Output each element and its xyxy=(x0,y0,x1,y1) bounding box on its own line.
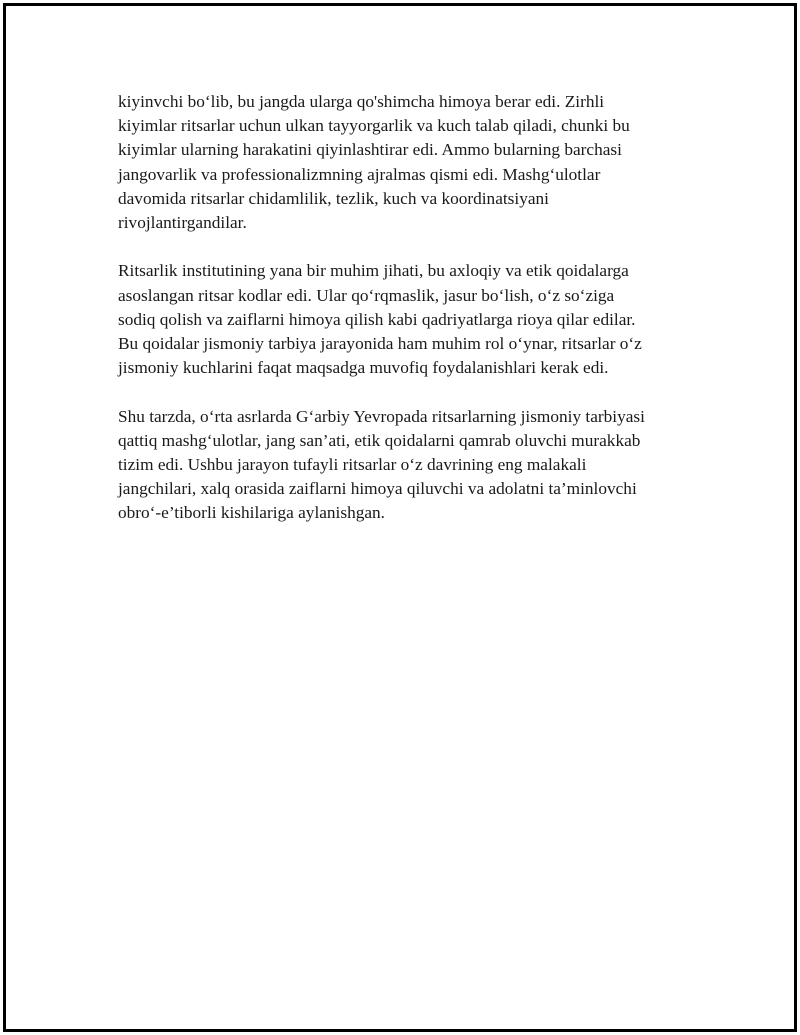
text-line: qattiq mashg‘ulotlar, jang san’ati, etik qoidalarni qamrab oluvchi murakkab xyxy=(118,430,641,450)
text-line: sodiq qolish va zaiflarni himoya qilish kabi qadriyatlarga rioya qilar edilar. xyxy=(118,309,636,329)
text-line: Ritsarlik institutining yana bir muhim jihati, bu axloqiy va etik qoidalarga xyxy=(118,261,629,281)
text-line: jangovarlik va professionalizmning ajralmas qismi edi. Mashg‘ulotlar xyxy=(118,164,601,184)
text-line: Shu tarzda, o‘rta asrlarda G‘arbiy Yevropada ritsarlarning jismoniy tarbiyasi xyxy=(118,406,645,426)
page-body xyxy=(118,90,708,550)
text-line: obro‘-e’tiborli kishilariga aylanishgan. xyxy=(118,503,385,523)
paragraph-1 xyxy=(118,90,708,235)
text-line: jangchilari, xalq orasida zaiflarni himoya qiluvchi va adolatni ta’minlovchi xyxy=(118,479,637,499)
text-line: kiyimlar ritsarlar uchun ulkan tayyorgarlik va kuch talab qiladi, chunki bu xyxy=(118,116,630,136)
text-line: tizim edi. Ushbu jarayon tufayli ritsarlar o‘z davrining eng malakali xyxy=(118,455,587,475)
text-line: Bu qoidalar jismoniy tarbiya jarayonida ham muhim rol o‘ynar, ritsarlar o‘z xyxy=(118,334,642,354)
paragraph-2 xyxy=(118,259,708,380)
text-line: kiyinvchi bo‘lib, bu jangda ularga qo'shimcha himoya berar edi. Zirhli xyxy=(118,92,605,111)
text-line: jismoniy kuchlarini faqat maqsadga muvofiq foydalanishlari kerak edi. xyxy=(118,358,609,378)
text-line: davomida ritsarlar chidamlilik, tezlik, kuch va koordinatsiyani xyxy=(118,188,549,208)
text-line: asoslangan ritsar kodlar edi. Ular qo‘rqmaslik, jasur bo‘lish, o‘z so‘ziga xyxy=(118,285,615,305)
text-line: rivojlantirgandilar. xyxy=(118,213,247,233)
paragraph-3 xyxy=(118,405,708,526)
text-line: kiyimlar ularning harakatini qiyinlashtirar edi. Ammo bularning barchasi xyxy=(118,140,622,160)
